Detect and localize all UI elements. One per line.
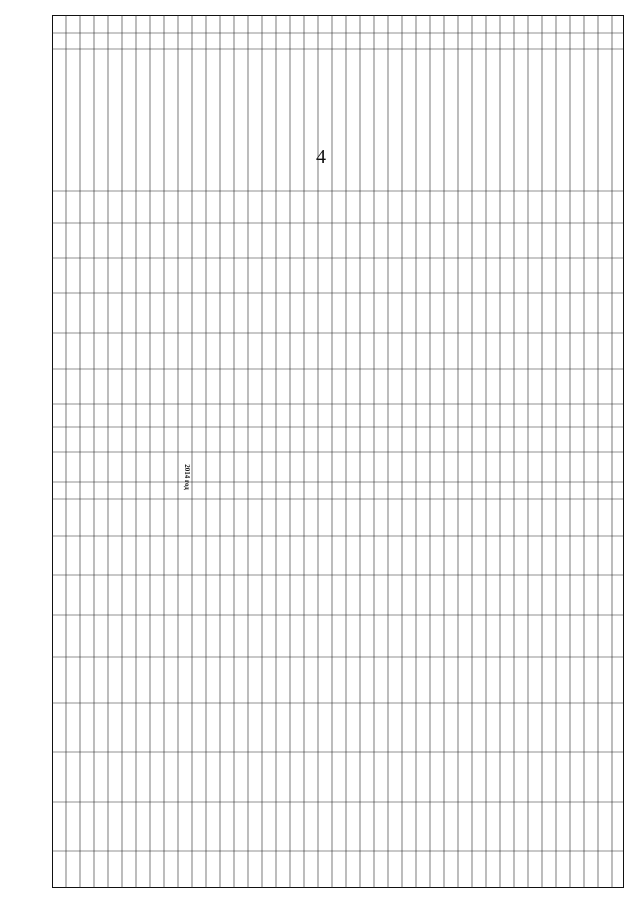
year-heading-text: 2014 год bbox=[183, 464, 191, 490]
page-number: 4 bbox=[316, 146, 326, 168]
year-heading bbox=[180, 457, 194, 497]
table-frame bbox=[53, 16, 624, 888]
table-grid bbox=[52, 15, 624, 888]
